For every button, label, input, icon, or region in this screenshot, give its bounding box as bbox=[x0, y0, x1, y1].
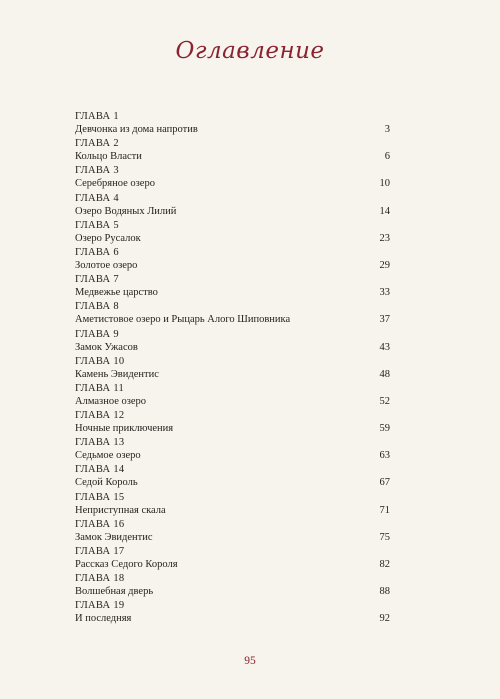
chapter-title-row bbox=[75, 286, 390, 300]
chapter-title-row bbox=[75, 504, 390, 518]
chapter-title: Кольцо Власти bbox=[75, 151, 142, 163]
chapter-title-row bbox=[75, 531, 390, 545]
toc-entry bbox=[75, 491, 390, 518]
page-number: 95 bbox=[244, 655, 256, 667]
chapter-title-row bbox=[75, 341, 390, 355]
chapter-label: ГЛАВА 12 bbox=[75, 410, 125, 422]
chapter-title: Волшебная дверь bbox=[75, 586, 154, 598]
chapter-title-row bbox=[75, 585, 390, 599]
chapter-label: ГЛАВА 19 bbox=[75, 600, 125, 612]
toc-entry bbox=[75, 328, 390, 355]
toc-entry bbox=[75, 246, 390, 273]
chapter-label: ГЛАВА 1 bbox=[75, 111, 119, 122]
chapter-page-number: 23 bbox=[379, 232, 390, 244]
toc-entry bbox=[75, 436, 390, 463]
chapter-label: ГЛАВА 16 bbox=[75, 518, 125, 530]
chapter-page-number: 48 bbox=[379, 368, 390, 380]
chapter-title: Камень Эвидентис bbox=[75, 368, 159, 380]
chapter-label: ГЛАВА 5 bbox=[75, 219, 119, 231]
chapter-title-row bbox=[75, 476, 390, 490]
chapter-label: ГЛАВА 13 bbox=[75, 437, 125, 449]
chapter-page-number: 10 bbox=[379, 178, 390, 190]
chapter-title-row bbox=[75, 449, 390, 463]
chapter-label: ГЛАВА 8 bbox=[75, 301, 119, 313]
toc-entry bbox=[75, 355, 390, 382]
chapter-title-row bbox=[75, 395, 390, 409]
chapter-title-row bbox=[75, 422, 390, 436]
chapter-title: Серебряное озеро bbox=[75, 178, 155, 190]
chapter-title: Озеро Водяных Лилий bbox=[75, 205, 177, 217]
toc-entry bbox=[75, 300, 390, 327]
chapter-page-number: 71 bbox=[379, 504, 390, 516]
chapter-title-row bbox=[75, 313, 390, 327]
chapter-title: Золотое озеро bbox=[75, 259, 138, 271]
toc-entry bbox=[75, 192, 390, 219]
chapter-page-number: 63 bbox=[379, 450, 390, 462]
chapter-page-number: 75 bbox=[379, 531, 390, 543]
chapter-title: Озеро Русалок bbox=[75, 232, 141, 244]
toc-entry bbox=[75, 382, 390, 409]
chapter-title: Девчонка из дома напротив bbox=[75, 124, 198, 135]
table-of-contents bbox=[75, 110, 390, 627]
chapter-title: И последняя bbox=[75, 613, 132, 625]
chapter-page-number: 92 bbox=[379, 613, 390, 625]
chapter-title-row bbox=[75, 612, 390, 626]
chapter-label: ГЛАВА 7 bbox=[75, 274, 119, 286]
chapter-page-number: 33 bbox=[379, 287, 390, 299]
chapter-label: ГЛАВА 15 bbox=[75, 491, 125, 503]
toc-entry bbox=[75, 545, 390, 572]
toc-entry bbox=[75, 164, 390, 191]
chapter-page-number: 6 bbox=[384, 151, 390, 163]
chapter-title: Медвежье царство bbox=[75, 287, 158, 299]
chapter-label: ГЛАВА 6 bbox=[75, 246, 119, 258]
chapter-title-row bbox=[75, 123, 390, 137]
chapter-label: ГЛАВА 10 bbox=[75, 355, 125, 367]
toc-entry bbox=[75, 219, 390, 246]
chapter-page-number: 43 bbox=[379, 341, 390, 353]
toc-entry bbox=[75, 463, 390, 490]
chapter-title-row bbox=[75, 259, 390, 273]
toc-entry bbox=[75, 518, 390, 545]
toc-entry bbox=[75, 137, 390, 164]
chapter-page-number: 82 bbox=[379, 559, 390, 570]
chapter-title: Седой Король bbox=[75, 477, 138, 489]
chapter-page-number: 52 bbox=[379, 395, 390, 407]
chapter-label: ГЛАВА 3 bbox=[75, 165, 119, 177]
chapter-page-number: 37 bbox=[379, 314, 390, 326]
chapter-label: ГЛАВА 9 bbox=[75, 328, 119, 340]
toc-entry bbox=[75, 409, 390, 436]
chapter-page-number: 3 bbox=[384, 124, 390, 135]
toc-entry bbox=[75, 572, 390, 599]
chapter-label: ГЛАВА 18 bbox=[75, 573, 125, 585]
chapter-title: Замок Эвидентис bbox=[75, 531, 153, 543]
toc-entry bbox=[75, 273, 390, 300]
chapter-title-row bbox=[75, 558, 390, 572]
page-title: Оглавление bbox=[175, 38, 325, 64]
toc-entry bbox=[75, 110, 390, 137]
chapter-page-number: 29 bbox=[379, 259, 390, 271]
chapter-page-number: 67 bbox=[379, 477, 390, 489]
chapter-label: ГЛАВА 14 bbox=[75, 464, 125, 476]
chapter-title: Рассказ Седого Короля bbox=[75, 559, 178, 570]
chapter-label: ГЛАВА 11 bbox=[75, 382, 125, 394]
chapter-label: ГЛАВА 17 bbox=[75, 546, 125, 557]
chapter-title: Алмазное озеро bbox=[75, 395, 147, 407]
chapter-label: ГЛАВА 4 bbox=[75, 192, 119, 204]
chapter-title-row bbox=[75, 368, 390, 382]
chapter-title-row bbox=[75, 232, 390, 246]
chapter-title: Ночные приключения bbox=[75, 423, 174, 435]
chapter-title-row bbox=[75, 150, 390, 164]
chapter-title-row bbox=[75, 177, 390, 191]
chapter-page-number: 14 bbox=[379, 205, 390, 217]
chapter-title: Неприступная скала bbox=[75, 504, 166, 516]
chapter-title: Седьмое озеро bbox=[75, 450, 141, 462]
chapter-label: ГЛАВА 2 bbox=[75, 138, 119, 150]
chapter-page-number: 88 bbox=[379, 586, 390, 598]
chapter-title: Замок Ужасов bbox=[75, 341, 138, 353]
chapter-title: Аметистовое озеро и Рыцарь Алого Шиповника bbox=[75, 314, 291, 326]
chapter-title-row bbox=[75, 205, 390, 219]
toc-entry bbox=[75, 599, 390, 626]
chapter-page-number: 59 bbox=[379, 423, 390, 435]
